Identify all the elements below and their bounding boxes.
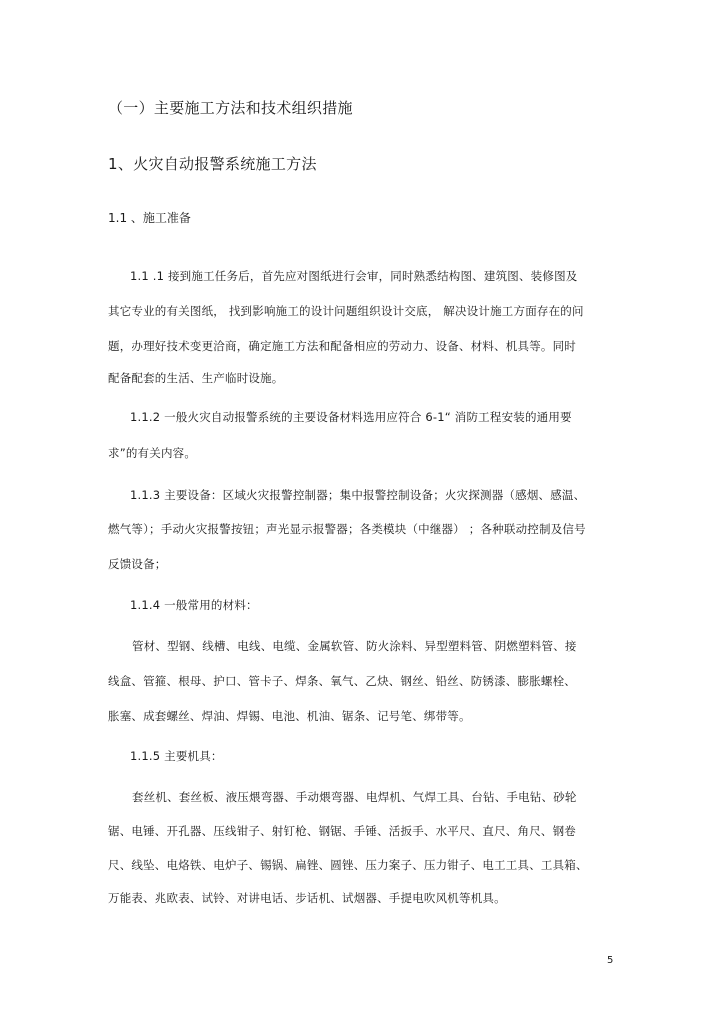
paragraph-line: 万能表、兆欧表、试铃、对讲电话、步话机、试烟器、手提电吹风机等机具。 [108, 891, 506, 905]
paragraph-line: 求”的有关内容。 [108, 446, 197, 460]
paragraph-line: 配备配套的生活、生产临时设施。 [108, 371, 284, 385]
paragraph-line: 反馈设备； [108, 557, 167, 571]
paragraph-line: 线盒、管箍、根母、护口、管卡子、焊条、氧气、乙炔、钢丝、铅丝、防锈漆、膨胀螺栓、 [108, 674, 576, 688]
paragraph-line: 1.1.4 一般常用的材料： [130, 598, 258, 612]
paragraph-line: 1.1.2 一般火灾自动报警系统的主要设备材料选用应符合 6-1“ 消防工程安装的通用要 [130, 410, 572, 424]
paragraph-line: 1.1.3 主要设备：区域火灾报警控制器；集中报警控制设备；火灾探测器（感烟、感温、 [130, 488, 586, 502]
paragraph-line: 题，办理好技术变更洽商，确定施工方法和配备相应的劳动力、设备、材料、机具等。同时 [108, 339, 576, 353]
paragraph-line: 1.1.5 主要机具： [130, 749, 223, 763]
paragraph-line: 燃气等）；手动火灾报警按钮；声光显示报警器；各类模块（中继器） ；各种联动控制及信号 [108, 522, 586, 536]
subsection-heading: 1、火灾自动报警系统施工方法 [108, 155, 317, 173]
page-number: 5 [607, 955, 614, 966]
paragraph-line: 1.1 .1 接到施工任务后，首先应对图纸进行会审，同时熟悉结构图、建筑图、装修图及 [130, 269, 578, 283]
paragraph-line: 锯、电锤、开孔器、压线钳子、射钉枪、钢锯、手锤、活扳手、水平尺、直尺、角尺、钢卷 [108, 824, 576, 838]
paragraph-line: 套丝机、套丝板、液压煨弯器、手动煨弯器、电焊机、气焊工具、台钻、手电钻、砂轮 [132, 790, 577, 804]
paragraph-line: 尺、线坠、电烙铁、电炉子、锡锅、扁锉、圆锉、压力案子、压力钳子、电工工具、工具箱、 [108, 858, 588, 872]
paragraph-line: 管材、型钢、线槽、电线、电缆、金属软管、防火涂料、异型塑料管、阴燃塑料管、接 [132, 639, 577, 653]
paragraph-line: 其它专业的有关图纸， 找到影响施工的设计问题组织设计交底， 解决设计施工方面存在的问 [108, 304, 584, 318]
section-heading: （一）主要施工方法和技术组织措施 [108, 99, 353, 117]
paragraph-line: 胀塞、成套螺丝、焊油、焊锡、电池、机油、锯条、记号笔、绑带等。 [108, 709, 471, 723]
subsubsection-heading: 1.1 、施工准备 [108, 211, 191, 225]
